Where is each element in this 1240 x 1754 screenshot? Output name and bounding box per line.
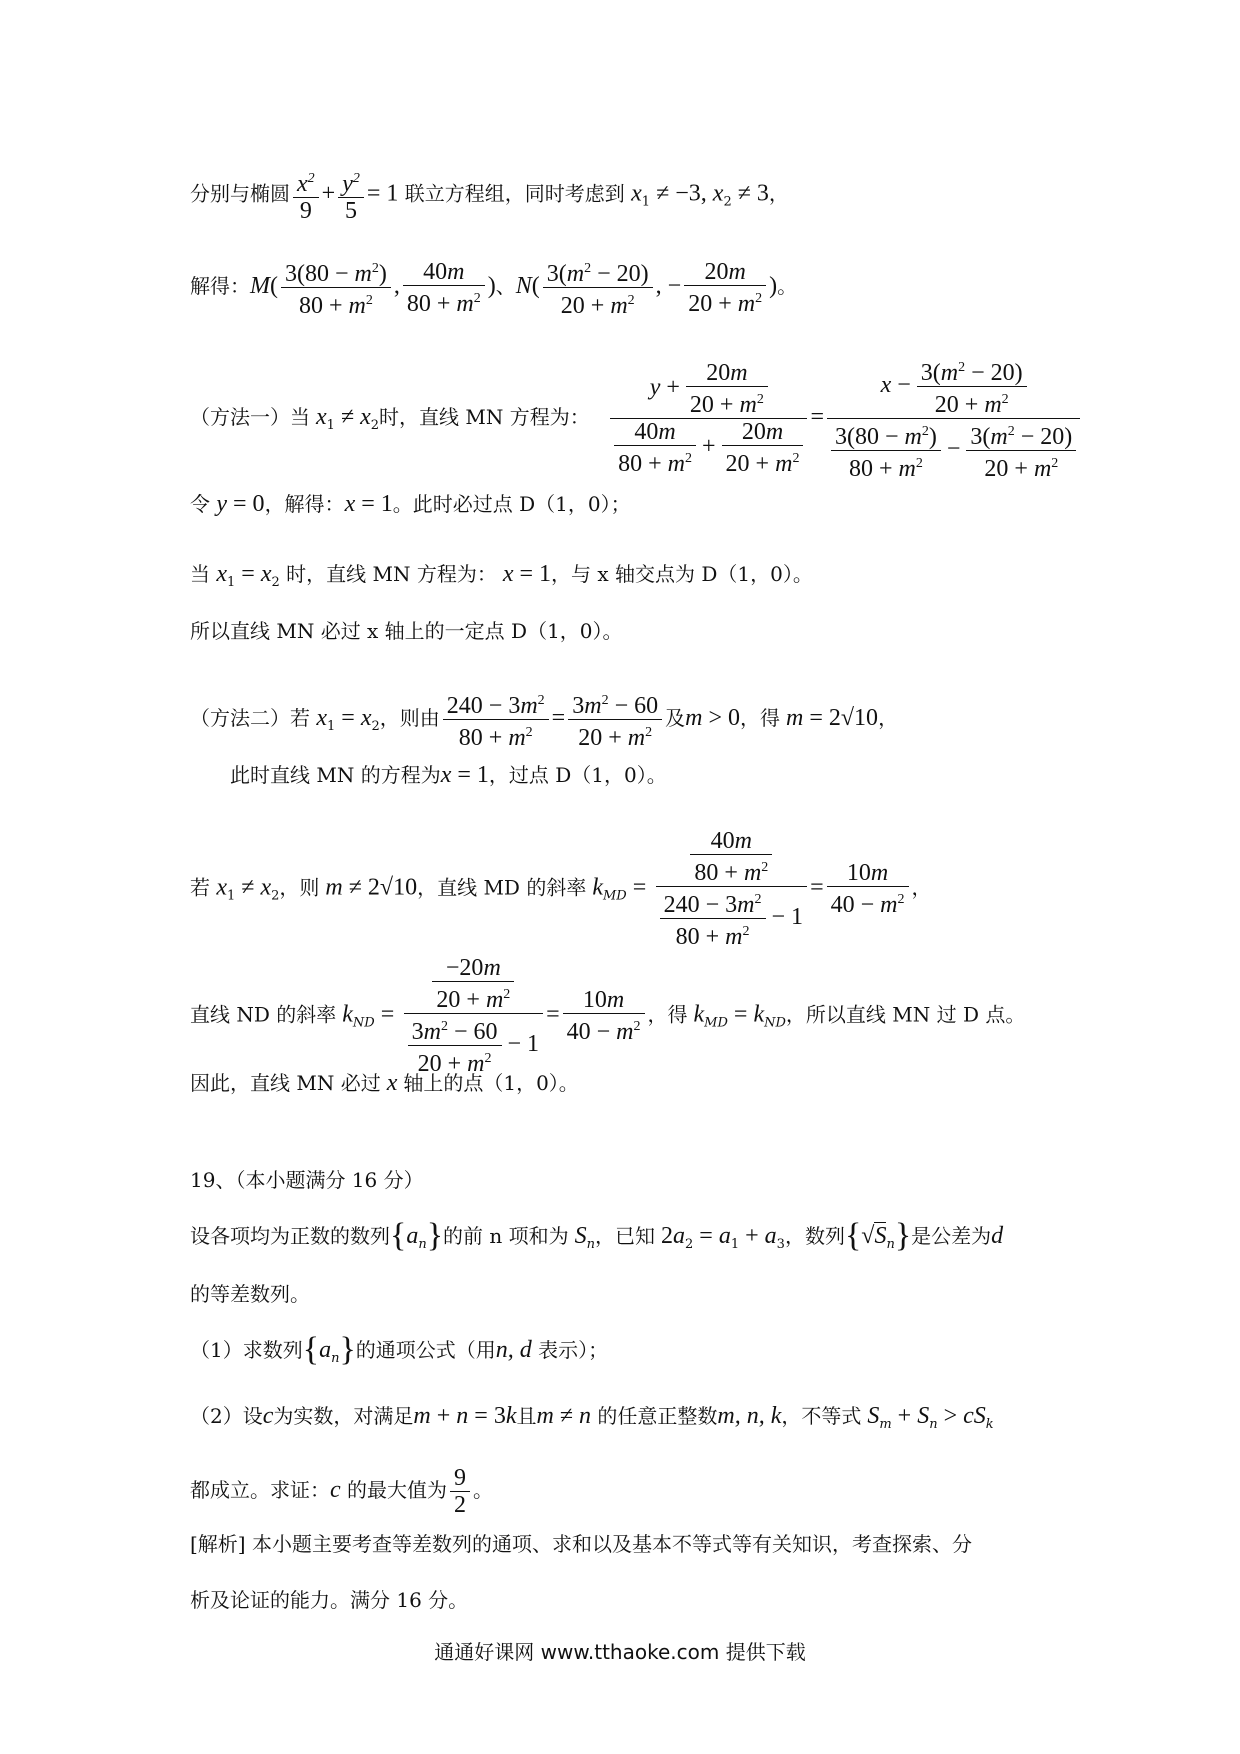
q19-part2: （2）设c为实数，对满足m + n = 3k且m ≠ n 的任意正整数m, n, k，不等式 $S_m + S_n > cS_k$ <box>190 1403 994 1432</box>
line-ellipse: 分别与椭圆 $\frac{x^2}{9}$ + $\frac{y^2}{5}$ = 1 联立方程组，同时考虑到 $x_1 \ne -3$, $x_2 \ne 3$， <box>190 166 789 224</box>
frac-y2-5: $\frac{y^2}{5}$ <box>338 166 364 224</box>
frac-My: $\frac{40m}{80 + m^2}$ <box>403 259 485 317</box>
frac-x2-9: $\frac{x^2}{9}$ <box>293 166 319 224</box>
line-x1-eq-x2: 当 $x_1 = x_2$ 时，直线 MN 方程为： x = 1，与 x 轴交点为 D（1，0）。 <box>190 561 813 590</box>
frac-kMD-result: $\frac{10m}{40 - m^2}$ <box>827 860 909 918</box>
line-solution-MN: 解得：M( $\frac{3(80 - m^2)}{80 + m^2}$ , $\frac{40m}{80 + m^2}$ )、N( $\frac{3(m^2 - 20)}{20 + m^2}$ , − $\frac{20m}{20 + m^2}$ )。 <box>190 256 797 319</box>
text-ellipse-mid: 联立方程组，同时考虑到 <box>404 181 625 206</box>
line-conclusion2: 因此，直线 MN 必过 x 轴上的点（1，0）。 <box>190 1070 579 1096</box>
q19-analysis-text2: 析及论证的能力。满分 16 分。 <box>190 1588 469 1612</box>
q19-header <box>190 1167 424 1193</box>
line-method1: （方法一）当 $x_1 \ne x_2$时，直线 MN 方程为： y + $\frac{20m}{20 + m^2}$ $\frac{40m}{80 + m^2}$ + $\frac{20m}{20 + m^2}$ = x − $\frac{3(m^2 - 20)}{20 + m^2}$ $\frac{3(80 - m^2)}{80 + m^2}$ − $\frac{3(m^2 - 20)}{20 + m^2}$ <box>190 355 1083 482</box>
frac-3m2-60: $\frac{3m^2 - 60}{20 + m^2}$ <box>568 688 662 751</box>
frac-method1-left: y + $\frac{20m}{20 + m^2}$ $\frac{40m}{80 + m^2}$ + $\frac{20m}{20 + m^2}$ <box>610 360 807 477</box>
frac-method1-right: x − $\frac{3(m^2 - 20)}{20 + m^2}$ $\frac{3(80 - m^2)}{80 + m^2}$ − $\frac{3(m^2 - 20)}{20 + m^2}$ <box>827 355 1080 482</box>
q19-part1: （1）求数列$\{a_n\}$的通项公式（用n, d 表示）； <box>190 1331 609 1368</box>
text-conclusion1: 所以直线 MN 必过 x 轴上的一定点 D（1，0）。 <box>190 619 623 643</box>
frac-kND: $\frac{-20m}{20 + m^2}$ $\frac{3m^2 - 60}{20 + m^2}$ − 1 <box>404 955 543 1077</box>
q19-statement-cont <box>190 1281 310 1307</box>
q19-analysis-text: [解析] 本小题主要考查等差数列的通项、求和以及基本不等式等有关知识，考查探索、分 <box>190 1532 972 1556</box>
frac-240: $\frac{240 - 3m^2}{80 + m^2}$ <box>443 688 549 751</box>
q19-analysis <box>190 1531 972 1557</box>
line-kND: 直线 ND 的斜率 $k_{ND}$ = $\frac{-20m}{20 + m^2}$ $\frac{3m^2 - 60}{20 + m^2}$ − 1 = $\frac{10m}{40 - m^2}$ ，得 $k_{MD} = k_{ND}$，所以直线 MN 过 D 点。 <box>190 955 1026 1077</box>
frac-kND-result: $\frac{10m}{40 - m^2}$ <box>563 987 645 1045</box>
q19-analysis-cont <box>190 1587 468 1613</box>
frac-Ny: $\frac{20m}{20 + m^2}$ <box>684 259 766 317</box>
q19-statement-tail: 的等差数列。 <box>190 1282 310 1306</box>
q19-title: 19、（本小题满分 16 分） <box>190 1168 424 1192</box>
page-footer: 通通好课网 www.tthaoke.com 提供下载 <box>434 1640 806 1664</box>
q19-part2-cont: 都成立。求证：c 的最大值为 $\frac{9}{2}$ 。 <box>190 1465 494 1518</box>
frac-kMD: $\frac{40m}{80 + m^2}$ $\frac{240 - 3m^2}{80 + m^2}$ − 1 <box>656 828 807 950</box>
q19-statement: 设各项均为正数的数列$\{a_n\}$的前 n 项和为 $S_n$，已知 $2a_2 = a_1 + a_3$，数列$\{√S_n\}$是公差为d <box>190 1217 1004 1254</box>
frac-Mx: $\frac{3(80 - m^2)}{80 + m^2}$ <box>281 256 391 319</box>
line-kMD: 若 $x_1 \ne x_2$，则 m ≠ 2√10，直线 MD 的斜率 $k_{MD}$ = $\frac{40m}{80 + m^2}$ $\frac{240 - 3m^2}{80 + m^2}$ − 1 = $\frac{10m}{40 - m^2}$ ， <box>190 828 932 950</box>
line-conclusion1 <box>190 618 623 644</box>
line-method2-line: 此时直线 MN 的方程为x = 1，过点 D（1，0）。 <box>230 762 667 788</box>
text-ellipse-lead: 分别与椭圆 <box>190 181 290 206</box>
frac-Nx: $\frac{3(m^2 - 20)}{20 + m^2}$ <box>543 256 653 319</box>
line-set-y0: 令 y = 0，解得：x = 1。此时必过点 D（1，0）； <box>190 491 631 517</box>
line-method2: （方法二）若 $x_1 = x_2$，则由 $\frac{240 - 3m^2}{80 + m^2}$ = $\frac{3m^2 - 60}{20 + m^2}$ 及m > 0，得 m = 2√10， <box>190 688 898 751</box>
frac-9-2: $\frac{9}{2}$ <box>450 1465 470 1518</box>
